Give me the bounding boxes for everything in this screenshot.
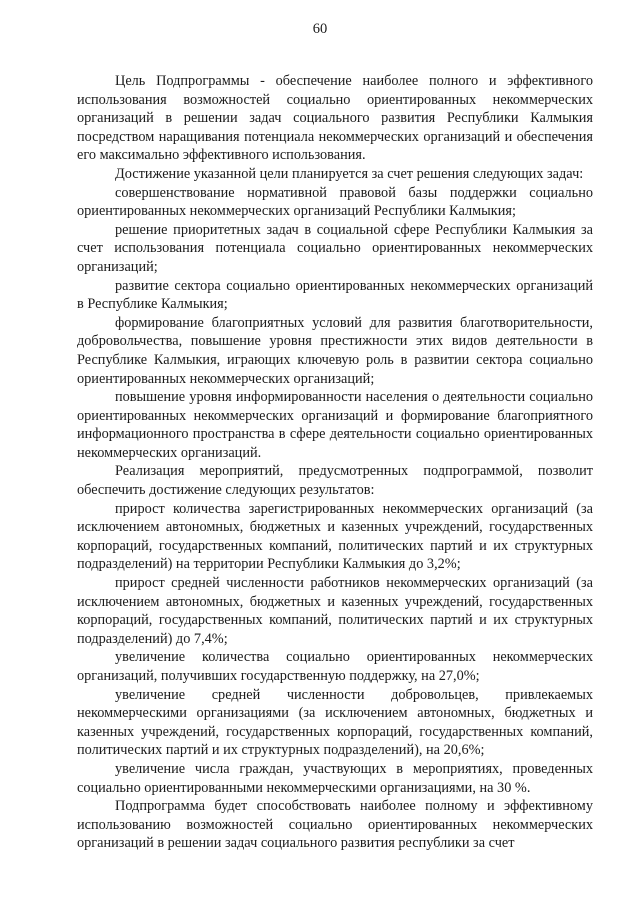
document-body [77,72,593,853]
result-item-supported-orgs: увеличение количества социально ориентированных некоммерческих организаций, получивших государственную поддержку, на 27,0%; [77,649,593,684]
task-item-awareness: повышение уровня информированности населения о деятельности социально ориентированных некоммерческих организаций и формирование благоприятного информационного пространства в сфере деятельности социально ориентированных некоммерческих организаций. [77,389,593,461]
paragraph-goal: Цель Подпрограммы - обеспечение наиболее полного и эффективного использования возможностей социально ориентированных некоммерческих организаций в решении задач социального развития Республики Калмыкия посредством наращивания потенциала некоммерческих организаций и обеспечения его максимально эффективного использования. [77,73,593,164]
result-item-employees: прирост средней численности работников некоммерческих организаций (за исключением автономных, бюджетных и казенных учреждений, государственных корпораций, государственных компаний, политических партий и их структурных подразделений) до 7,4%; [77,575,593,647]
paragraph-tasks-intro: Достижение указанной цели планируется за счет решения следующих задач: [115,165,584,182]
result-item-participants: увеличение числа граждан, участвующих в мероприятиях, проведенных социально ориентированными некоммерческими организациями, на 30 %. [77,760,593,796]
paragraph-results-intro: Реализация мероприятий, предусмотренных подпрограммой, позволит обеспечить достижение следующих результатов: [77,463,593,499]
task-item-priority-tasks: решение приоритетных задач в социальной сфере Республики Калмыкия за счет использования потенциала социально ориентированных некоммерческих организаций; [77,221,593,275]
task-item-sector-development: развитие сектора социально ориентированных некоммерческих организаций в Республике Калмыкия; [77,277,593,313]
paragraph-conclusion: Подпрограмма будет способствовать наиболее полному и эффективному использованию возможностей социально ориентированных некоммерческих организаций в решении задач социального развития республики за счет [77,798,593,852]
task-item-legal-base: совершенствование нормативной правовой базы поддержки социально ориентированных некоммерческих организаций Республики Калмыкия; [77,184,593,220]
result-item-volunteers: увеличение средней численности добровольцев, привлекаемых некоммерческими организациями (за исключением автономных, бюджетных и казенных учреждений, государственных корпораций, государственных компаний, политических партий и их структурных подразделений), на 20,6%; [77,686,593,759]
page-number: 60 [312,21,328,37]
result-item-registered-orgs: прирост количества зарегистрированных некоммерческих организаций (за исключением автономных, бюджетных и казенных учреждений, государственных корпораций, государственных компаний, политических партий и их структурных подразделений) на территории Республики Калмыкия до 3,2%; [77,500,593,573]
task-item-favorable-conditions: формирование благоприятных условий для развития благотворительности, добровольчества, повышение уровня престижности этих видов деятельности в Республике Калмыкия, играющих ключевую роль в развитии сектора социально ориентированных некоммерческих организаций; [77,314,593,387]
